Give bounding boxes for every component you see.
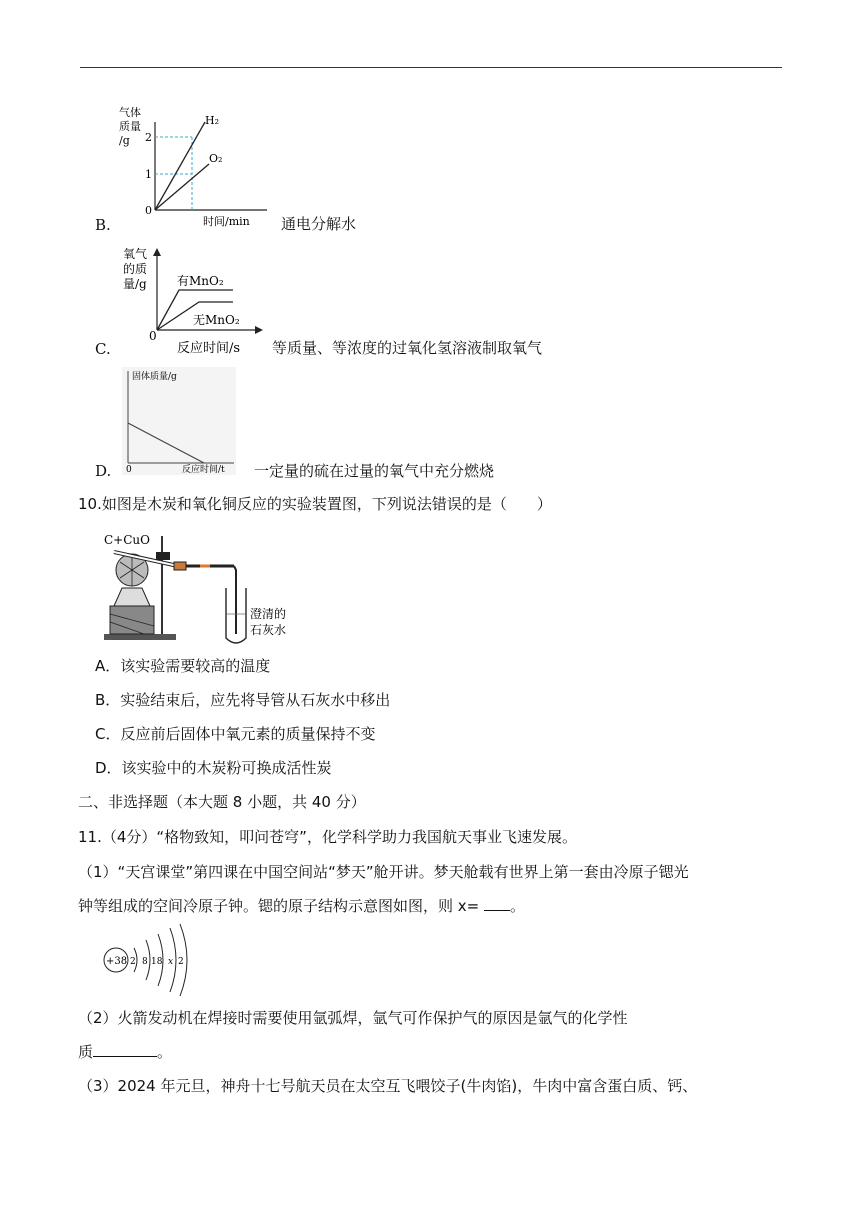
- answer-blank-x[interactable]: [484, 909, 510, 911]
- option-d-graph: [122, 367, 236, 475]
- series-h2: H₂: [205, 114, 220, 127]
- tube-label-line1: 澄清的: [250, 607, 287, 621]
- q10-option-a: A．该实验需要较高的温度: [95, 657, 271, 675]
- q10-option-d: D．该实验中的木炭粉可换成活性炭: [95, 759, 332, 777]
- y-label-line2: 质量: [119, 120, 141, 133]
- q11-part3-line1: （3）2024 年元旦，神舟十七号航天员在太空互飞喂饺子(牛肉馅)，牛肉中富含蛋白质、钙、: [78, 1077, 698, 1095]
- y-label-line1: 气体: [119, 106, 141, 119]
- shell-4: x: [168, 957, 174, 967]
- q10-stem: 10.如图是木炭和氧化铜反应的实验装置图，下列说法错误的是（ ）: [78, 495, 552, 513]
- shell-3: 18: [151, 957, 163, 967]
- series-with-mno2: 有MnO₂: [177, 274, 224, 288]
- q11-part1-line1: （1）“天宫课堂”第四课在中国空间站“梦天”舱开讲。梦天舱载有世界上第一套由冷原子锶光: [78, 863, 689, 881]
- q11-part2-line2-end: 。: [157, 1043, 173, 1061]
- q11-stem: 11.（4分）“格物致知，叩问苍穹”，化学科学助力我国航天事业飞速发展。: [78, 828, 577, 846]
- shell-1: 2: [130, 957, 136, 967]
- header-rule: [80, 67, 782, 68]
- q11-part2-line2-text: 质: [78, 1043, 94, 1061]
- y-label-line2: 的质: [123, 262, 148, 276]
- series-without-mno2: 无MnO₂: [193, 313, 240, 327]
- tube-label-line2: 石灰水: [250, 623, 287, 637]
- origin-label: 0: [145, 204, 152, 217]
- shell-5: 2: [178, 957, 184, 967]
- nucleus-charge: +38: [106, 956, 128, 967]
- option-c-caption: 等质量、等浓度的过氧化氢溶液制取氧气: [272, 339, 543, 357]
- y-label-line1: 氧气: [123, 247, 148, 261]
- y-label: 固体质量/g: [132, 372, 177, 382]
- y-tick-1: 1: [145, 168, 152, 181]
- option-c-letter: C.: [95, 340, 111, 358]
- answer-blank-property[interactable]: [93, 1055, 157, 1057]
- y-tick-2: 2: [145, 131, 152, 144]
- option-b-caption: 通电分解水: [281, 215, 357, 233]
- y-label-line3: /g: [119, 134, 130, 147]
- option-b-letter: B.: [95, 216, 111, 234]
- option-b-graph: [117, 102, 273, 230]
- x-label: 反应时间/t: [182, 465, 225, 475]
- q11-part2-line1: （2）火箭发动机在焊接时需要使用氩弧焊，氩气可作保护气的原因是氩气的化学性: [78, 1009, 628, 1027]
- series-o2: O₂: [209, 152, 223, 165]
- q11-part1-line2-end: 。: [510, 897, 526, 915]
- q10-option-b: B．实验结束后，应先将导管从石灰水中移出: [95, 691, 391, 709]
- q11-part1-line2: [78, 896, 525, 916]
- q10-apparatus-figure: [100, 526, 290, 646]
- x-label: 时间/min: [203, 215, 250, 228]
- strontium-atom-diagram: [98, 922, 198, 996]
- q11-part1-line2-text: 钟等组成的空间冷原子钟。锶的原子结构示意图如图，则 x=: [78, 897, 480, 915]
- y-label-line3: 量/g: [123, 277, 147, 291]
- q10-option-c: C．反应前后固体中氧元素的质量保持不变: [95, 725, 376, 743]
- reagent-label: C+CuO: [104, 533, 150, 547]
- h2-line: [155, 122, 205, 210]
- option-d-caption: 一定量的硫在过量的氧气中充分燃烧: [254, 462, 495, 480]
- q11-part2-line2: [78, 1042, 172, 1062]
- shell-2: 8: [142, 957, 148, 967]
- o2-line: [155, 164, 209, 210]
- origin-label: 0: [126, 465, 132, 475]
- origin-label: 0: [149, 329, 157, 343]
- x-label: 反应时间/s: [177, 341, 241, 356]
- section-heading: 二、非选择题（本大题 8 小题，共 40 分）: [78, 793, 366, 811]
- option-d-letter: D.: [95, 462, 112, 480]
- option-c-graph: [117, 244, 267, 356]
